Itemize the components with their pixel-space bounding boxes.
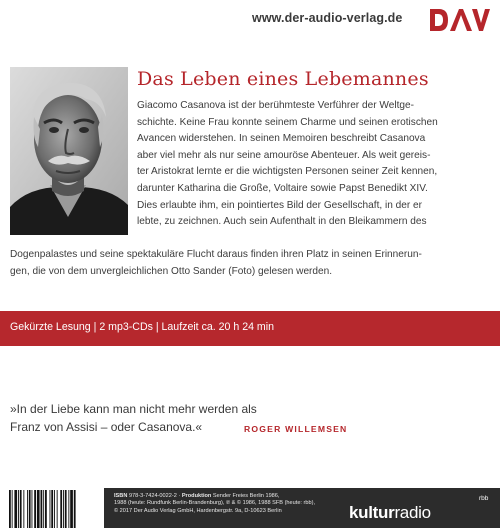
- quote-line-2: Franz von Assisi – oder Casanova.«: [10, 420, 203, 434]
- barcode: [7, 488, 101, 528]
- product-info-band: [0, 311, 500, 346]
- description-line: gen, die von dem unvergleichlichen Otto Sander (Foto) gelesen werden.: [10, 265, 333, 277]
- legal-line-3: © 2017 Der Audio Verlag GmbH, Hardenbergstr. 9a, D-10623 Berlin: [114, 507, 282, 514]
- description-line: darunter Katharina die Große, Voltaire sowie Papst Benedikt XIV.: [137, 182, 428, 194]
- kulturradio-logo: [349, 503, 431, 523]
- portrait-photo: [10, 67, 128, 235]
- description-line: aber viel mehr als nur seine amouröse Abenteuer. Als weit gereis-: [137, 149, 431, 161]
- description-line: ter Aristokrat lernte er die wichtigsten Personen seiner Zeit kennen,: [137, 166, 438, 178]
- rbb-label: rbb: [479, 495, 489, 502]
- kulturradio-kultur: kultur: [349, 503, 395, 522]
- quote-line-1: »In der Liebe kann man nicht mehr werden als: [10, 402, 257, 416]
- publisher-url[interactable]: www.der-audio-verlag.de: [252, 11, 403, 25]
- description-text-full: [10, 247, 492, 280]
- legal-line-2: 1988 (heute: Rundfunk Berlin-Brandenburg), ℗ & © 1986, 1988 SFB (heute: rbb),: [114, 500, 316, 507]
- headline: Das Leben eines Lebemannes: [137, 68, 429, 90]
- description-line: Dies erlaubte ihm, ein pointiertes Bild der Gesellschaft, in der er: [137, 199, 423, 211]
- description-line: schichte. Keine Frau konnte seinem Charme und seinen erotischen: [137, 116, 438, 128]
- isbn-number: 978-3-7424-0022-2: [128, 493, 177, 499]
- dav-logo: [430, 9, 490, 31]
- description-line: Avancen widerstehen. In seinen Memoiren beschreibt Casanova: [137, 133, 426, 145]
- isbn-label: ISBN: [114, 493, 128, 499]
- production-label: Produktion: [181, 493, 212, 499]
- production-text: Sender Freies Berlin 1986,: [212, 493, 280, 499]
- quote-author: ROGER WILLEMSEN: [244, 424, 348, 434]
- kulturradio-radio: radio: [394, 503, 431, 522]
- description-line: Dogenpalastes und seine spektakuläre Flucht daraus finden ihren Platz in seinen Erinnerun-: [10, 249, 422, 260]
- footer-bar: [104, 488, 500, 528]
- description-line: Giacomo Casanova ist der berühmteste Verführer der Weltge-: [137, 100, 414, 111]
- legal-text: ISBN 978-3-7424-0022-2 · Produktion Sender Freies Berlin 1986, 1988 (heute: Rundfunk Berlin-Brandenburg), ℗ & © 1986, 1988 SFB (heute: rbb), © 2017 Der Audio Verlag GmbH, Hardenbergstr. 9a, D-10623 Berlin: [114, 493, 316, 514]
- product-info-text: Gekürzte Lesung | 2 mp3-CDs | Laufzeit ca. 20 h 24 min: [10, 321, 275, 333]
- description-line: lebte, zu zeichnen. Auch sein Aufenthalt in den Bleikammern des: [137, 216, 427, 228]
- description-text-right: [137, 98, 493, 231]
